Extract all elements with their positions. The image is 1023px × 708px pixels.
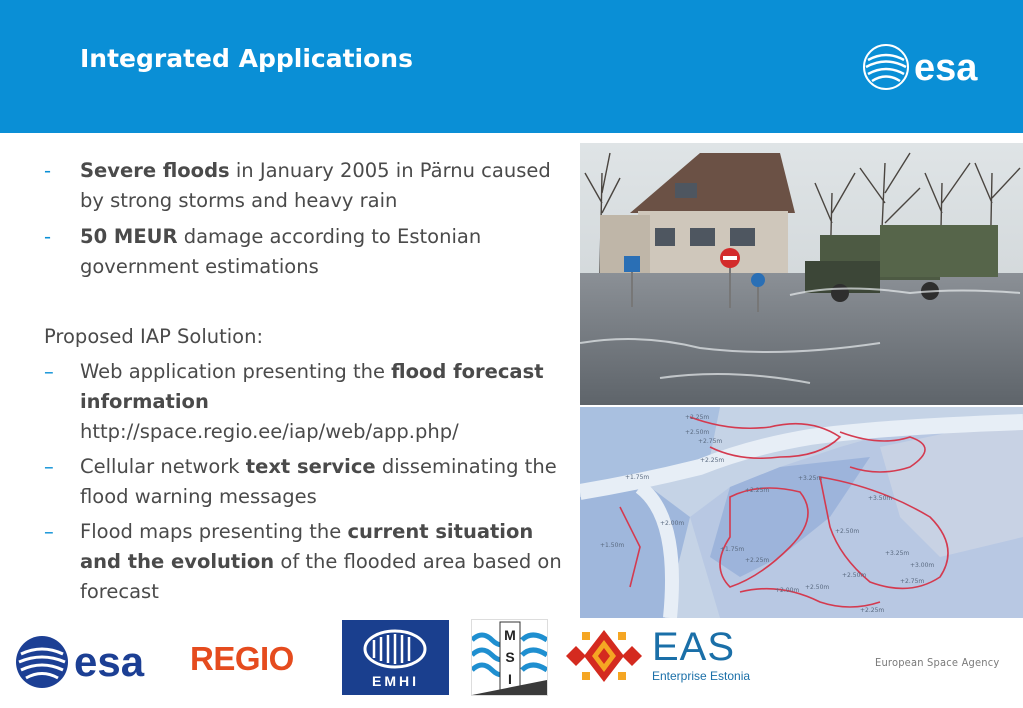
solution-text: Flood maps presenting the [80,520,348,543]
solution-text: of the flooded area based on forecast [80,550,562,603]
msi-emblem-icon [472,620,547,695]
solution-dash: – [44,360,54,383]
map-label: +3.50m [868,495,893,502]
eas-logo-subtitle: Enterprise Estonia [652,669,751,683]
bullet-dash: - [44,225,52,248]
bullet-item [44,222,574,282]
header-bar [0,0,1023,133]
map-label: +2.75m [900,578,925,585]
proposed-label: Proposed IAP Solution: [44,325,264,348]
map-label: +2.25m [745,557,770,564]
esa-bottom-logo [14,632,169,692]
msi-letter: M [504,627,516,643]
map-label: +1.50m [600,542,625,549]
flood-photo [580,143,1023,405]
agency-name: European Space Agency [875,656,1000,669]
solution-text: disseminating the flood warning messages [80,455,557,508]
map-label: +2.25m [685,414,710,421]
map-label: +3.25m [798,475,823,482]
map-label: +2.25m [860,607,885,614]
msi-logo [471,619,548,696]
bullet-text: in January 2005 in Pärnu caused by strong storms and heavy rain [80,159,551,212]
bullet-item [44,156,574,216]
regio-logo: REGIO [190,640,294,677]
slide-content [44,156,574,612]
solution-dash: – [44,520,54,543]
emhi-emblem-icon [362,628,429,670]
map-label: +2.25m [700,457,725,464]
eas-logo: EAS [652,625,736,669]
map-label: +2.00m [775,587,800,594]
map-label: +1.75m [720,546,745,553]
solution-text: Web application presenting the [80,360,392,383]
solution-bold: flood forecast information [80,360,544,413]
map-label: +2.50m [685,429,710,436]
flood-map [580,407,1023,618]
solution-item [44,357,574,447]
emhi-logo [342,620,449,695]
solution-item [44,452,574,512]
page-title: Integrated Applications [80,44,413,73]
emhi-logo-text: EMHI [372,673,419,689]
bullet-dash: - [44,159,52,182]
map-label: +1.75m [625,474,650,481]
bullet-bold: Severe floods [80,159,230,182]
esa-logo-text: esa [914,47,978,89]
solution-dash: – [44,455,54,478]
map-label: +2.50m [835,528,860,535]
map-label: +2.00m [660,520,685,527]
bullet-text: damage according to Estonian government estimations [80,225,482,278]
solution-bold: text service [245,455,376,478]
esa-bottom-logo-text: esa [74,638,145,685]
map-label: +3.00m [910,562,935,569]
map-label: +3.25m [885,550,910,557]
map-label: +2.50m [805,584,830,591]
map-label: +2.50m [842,572,867,579]
esa-logo [862,40,1002,94]
solution-item [44,517,574,607]
msi-letter: S [505,649,515,665]
web-app-link[interactable]: http://space.regio.ee/iap/web/app.php/ [80,420,459,443]
eas-pattern-icon [566,628,642,684]
msi-letter: I [508,671,512,687]
bullet-bold: 50 MEUR [80,225,178,248]
map-label: +2.75m [698,438,723,445]
solution-text: Cellular network [80,455,246,478]
map-label: +2.25m [745,487,770,494]
solution-bold: current situation and the evolution [80,520,534,573]
